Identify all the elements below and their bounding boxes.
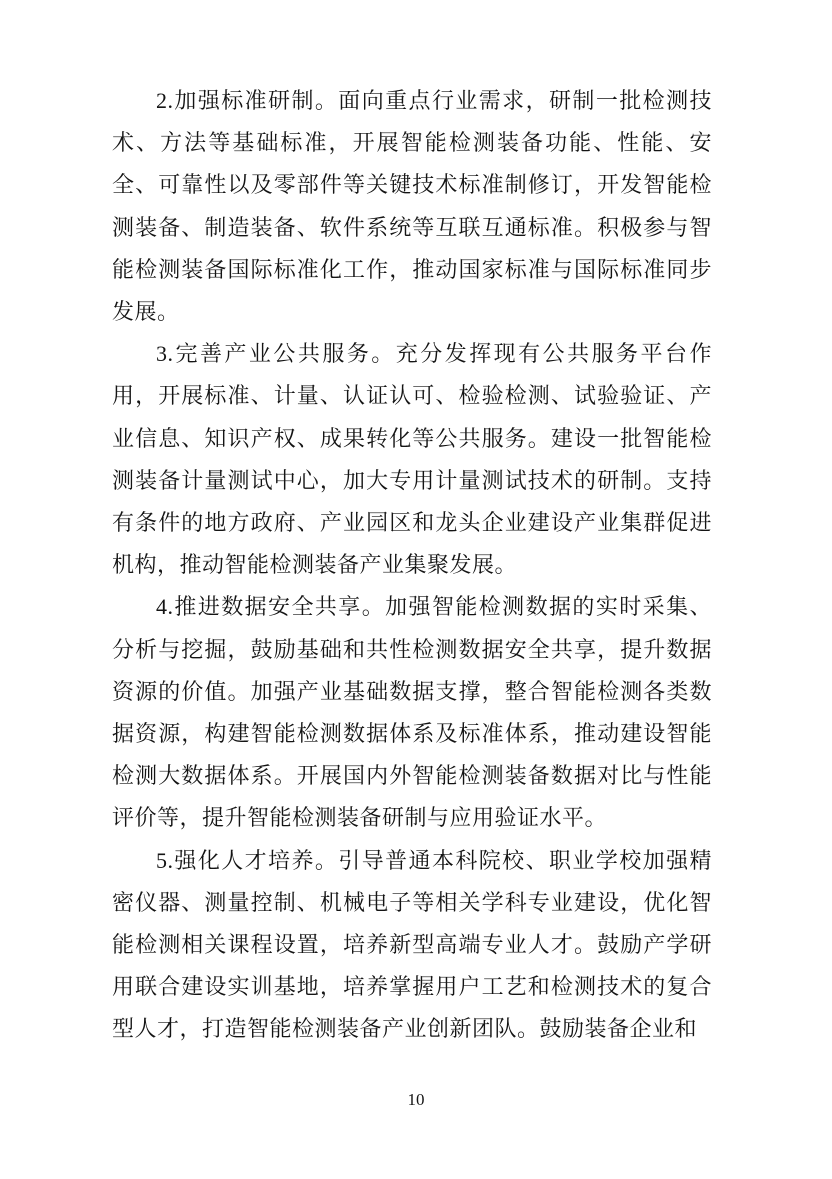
paragraph-5-talent-cultivation: 5.强化人才培养。引导普通本科院校、职业学校加强精密仪器、测量控制、机械电子等相关学科专业建设，优化智能检测相关课程设置，培养新型高端专业人才。鼓励产学研用联合建设实训基地，培养掌握用户工艺和检测技术的复合型人才，打造智能检测装备产业创新团队。鼓励装备企业和 (112, 847, 712, 1042)
page-number: 10 (407, 1090, 425, 1109)
paragraph-4-data-sharing: 4.推进数据安全共享。加强智能检测数据的实时采集、分析与挖掘，鼓励基础和共性检测数据安全共享，提升数据资源的价值。加强产业基础数据支撑，整合智能检测各类数据资源，构建智能检测数据体系及标准体系，推动建设智能检测大数据体系。开展国内外智能检测装备数据对比与性能评价等，提升智能检测装备研制与应用验证水平。 (112, 594, 712, 831)
paragraph-3-public-services: 3.完善产业公共服务。充分发挥现有公共服务平台作用，开展标准、计量、认证认可、检验检测、试验验证、产业信息、知识产权、成果转化等公共服务。建设一批智能检测装备计量测试中心，加大专用计量测试技术的研制。支持有条件的地方政府、产业园区和龙头企业建设产业集群促进机构，推动智能检测装备产业集聚发展。 (112, 341, 712, 578)
document-body (112, 80, 712, 1051)
paragraph-2-standards-development: 2.加强标准研制。面向重点行业需求，研制一批检测技术、方法等基础标准，开展智能检测装备功能、性能、安全、可靠性以及零部件等关键技术标准制修订，开发智能检测装备、制造装备、软件系统等互联互通标准。积极参与智能检测装备国际标准化工作，推动国家标准与国际标准同步发展。 (112, 88, 712, 325)
